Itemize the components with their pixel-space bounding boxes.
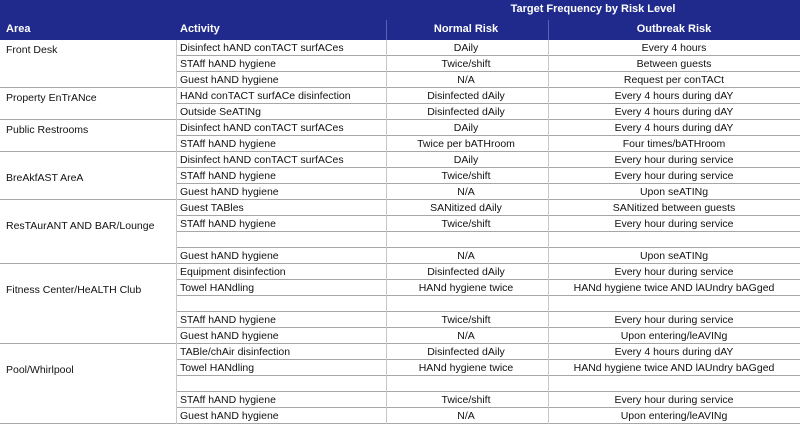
normal-risk-cell: Twice/shift — [441, 218, 491, 230]
outbreak-risk-cell: SANitized between guests — [612, 202, 736, 214]
table-row — [176, 328, 800, 344]
activity-cell: Towel HANdling — [180, 282, 255, 294]
activity-cell: Guest hAND hygiene — [180, 74, 279, 86]
area-label: ResTAurANT AND BAR/Lounge — [6, 220, 155, 232]
outbreak-risk-cell: HANd hygiene twice AND lAUndry bAGged — [573, 282, 775, 294]
area-label: Property EnTrANce — [6, 92, 97, 104]
area-divider — [0, 199, 176, 200]
table-row — [176, 168, 800, 184]
normal-risk-cell: Twice per bATHroom — [417, 138, 515, 150]
table-row — [176, 40, 800, 56]
normal-risk-cell: N/A — [457, 410, 475, 422]
activity-cell: Outside SeATINg — [180, 106, 261, 118]
normal-risk-cell: N/A — [457, 186, 475, 198]
outbreak-risk-cell: Every hour during service — [614, 266, 734, 278]
table-header — [0, 0, 800, 40]
activity-cell: STAff hAND hygiene — [180, 170, 276, 182]
outbreak-risk-cell: Upon entering/leAVINg — [620, 410, 728, 422]
column-divider — [176, 40, 177, 424]
activity-cell: STAff hAND hygiene — [180, 218, 276, 230]
activity-cell: STAff hAND hygiene — [180, 138, 276, 150]
table-row — [176, 200, 800, 216]
outbreak-risk-cell: Between guests — [636, 58, 712, 70]
table-row — [176, 248, 800, 264]
table-row — [176, 120, 800, 136]
area-label: BreAkfAST AreA — [6, 172, 84, 184]
table-row — [176, 296, 800, 312]
normal-risk-cell — [386, 232, 546, 248]
area-divider — [0, 87, 176, 88]
normal-risk-cell: DAily — [453, 154, 479, 166]
activity-cell: TABle/chAir disinfection — [180, 346, 291, 358]
normal-risk-cell: DAily — [453, 122, 479, 134]
table-row — [176, 152, 800, 168]
outbreak-risk-cell: Every 4 hours during dAY — [614, 90, 734, 102]
normal-risk-cell: N/A — [457, 74, 475, 86]
column-divider — [386, 40, 387, 424]
activity-cell: Towel HANdling — [180, 362, 255, 374]
table-row — [176, 232, 800, 248]
normal-risk-cell: SANitized dAily — [430, 202, 502, 214]
outbreak-risk-cell — [548, 296, 800, 312]
activity-cell: HANd conTACT surfACe disinfection — [180, 90, 351, 102]
outbreak-risk-cell: Every 4 hours — [641, 42, 707, 54]
area-divider — [0, 343, 176, 344]
normal-risk-cell — [386, 296, 546, 312]
outbreak-risk-cell: Every hour during service — [614, 154, 734, 166]
column-header-normal-risk: Normal Risk — [433, 23, 499, 35]
table-row — [176, 360, 800, 376]
table-row — [176, 392, 800, 408]
activity-cell: Guest hAND hygiene — [180, 410, 279, 422]
activity-cell: Guest hAND hygiene — [180, 186, 279, 198]
activity-cell: Disinfect hAND conTACT surfACes — [180, 122, 344, 134]
table-row — [176, 264, 800, 280]
column-divider — [548, 40, 549, 424]
table-row — [176, 136, 800, 152]
table-row — [176, 408, 800, 424]
table-row — [176, 376, 800, 392]
normal-risk-cell: Disinfected dAily — [427, 90, 505, 102]
table-row — [176, 72, 800, 88]
table-row — [176, 88, 800, 104]
normal-risk-cell: Twice/shift — [441, 58, 491, 70]
outbreak-risk-cell: Every hour during service — [614, 170, 734, 182]
normal-risk-cell: Twice/shift — [441, 170, 491, 182]
activity-cell — [180, 376, 386, 392]
table-row — [176, 56, 800, 72]
normal-risk-cell: Disinfected dAily — [427, 346, 505, 358]
outbreak-risk-cell: Upon entering/leAVINg — [620, 330, 728, 342]
normal-risk-cell: Twice/shift — [441, 314, 491, 326]
area-label: Pool/Whirlpool — [6, 364, 74, 376]
area-label: Public Restrooms — [6, 124, 89, 136]
activity-cell — [180, 232, 386, 248]
outbreak-risk-cell: Every hour during service — [614, 394, 734, 406]
outbreak-risk-cell: Every hour during service — [614, 218, 734, 230]
normal-risk-cell: N/A — [457, 250, 475, 262]
table-row — [176, 184, 800, 200]
outbreak-risk-cell: Every hour during service — [614, 314, 734, 326]
outbreak-risk-cell: Every 4 hours during dAY — [614, 106, 734, 118]
activity-cell: Guest TABles — [180, 202, 244, 214]
column-header-outbreak-risk: Outbreak Risk — [636, 23, 712, 35]
column-header-activity: Activity — [180, 23, 220, 35]
area-label: Front Desk — [6, 44, 58, 56]
normal-risk-cell: Twice/shift — [441, 394, 491, 406]
outbreak-risk-cell: Upon seATINg — [639, 250, 709, 262]
activity-cell: Equipment disinfection — [180, 266, 286, 278]
activity-cell: STAff hAND hygiene — [180, 394, 276, 406]
header-divider — [386, 20, 387, 40]
area-divider — [0, 263, 176, 264]
header-divider — [548, 20, 549, 40]
table-row — [176, 216, 800, 232]
activity-cell: STAff hAND hygiene — [180, 314, 276, 326]
normal-risk-cell: HANd hygiene twice — [418, 362, 514, 374]
normal-risk-cell: DAily — [453, 42, 479, 54]
activity-cell — [180, 296, 386, 312]
area-divider — [0, 151, 176, 152]
normal-risk-cell: N/A — [457, 330, 475, 342]
normal-risk-cell: Disinfected dAily — [427, 106, 505, 118]
table-row — [176, 280, 800, 296]
activity-cell: Guest hAND hygiene — [180, 330, 279, 342]
table-row — [176, 344, 800, 360]
table-row — [176, 312, 800, 328]
outbreak-risk-cell: Upon seATINg — [639, 186, 709, 198]
activity-cell: Disinfect hAND conTACT surfACes — [180, 154, 344, 166]
outbreak-risk-cell — [548, 376, 800, 392]
outbreak-risk-cell: Four times/bATHroom — [622, 138, 726, 150]
normal-risk-cell: Disinfected dAily — [427, 266, 505, 278]
activity-cell: Guest hAND hygiene — [180, 250, 279, 262]
area-label: Fitness Center/HeALTH Club — [6, 284, 142, 296]
column-header-area: Area — [6, 23, 31, 35]
outbreak-risk-cell: HANd hygiene twice AND lAUndry bAGged — [573, 362, 775, 374]
outbreak-risk-cell: Every 4 hours during dAY — [614, 122, 734, 134]
table-row — [176, 104, 800, 120]
activity-cell: STAff hAND hygiene — [180, 58, 276, 70]
normal-risk-cell: HANd hygiene twice — [418, 282, 514, 294]
outbreak-risk-cell: Every 4 hours during dAY — [614, 346, 734, 358]
activity-cell: Disinfect hAND conTACT surfACes — [180, 42, 344, 54]
outbreak-risk-cell: Request per conTACt — [623, 74, 725, 86]
normal-risk-cell — [386, 376, 546, 392]
area-divider — [0, 119, 176, 120]
table-title: Target Frequency by Risk Level — [510, 3, 676, 15]
outbreak-risk-cell — [548, 232, 800, 248]
